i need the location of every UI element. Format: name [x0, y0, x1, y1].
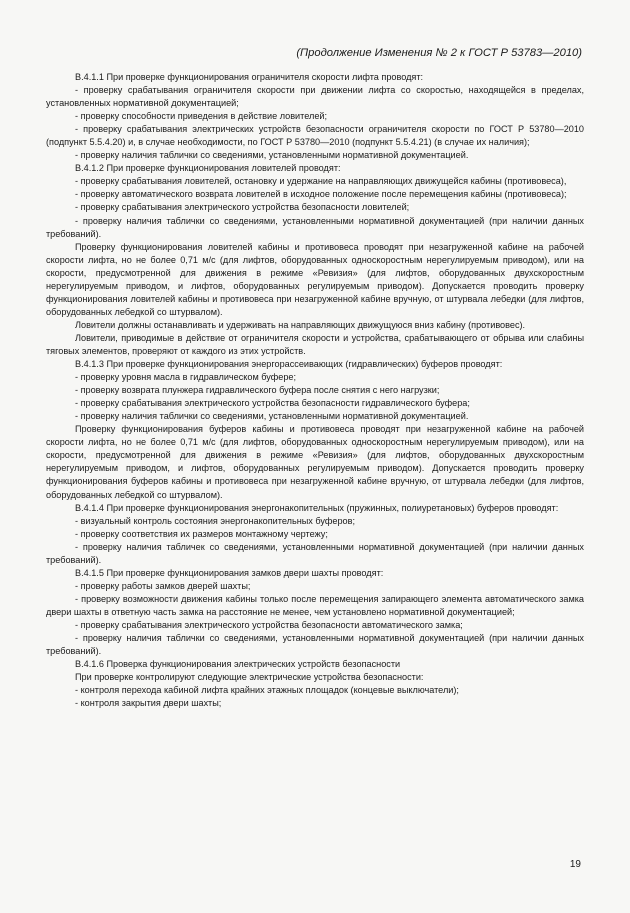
list-item: - проверку автоматического возврата ловителей в исходное положение после перемещения кабины (противовеса);: [75, 189, 567, 200]
list-item: - проверку срабатывания ловителей, остановку и удержание на направляющих движущейся кабины (противовеса),: [75, 176, 567, 187]
list-item: - проверку срабатывания ограничителя скорости при движении лифта со скоростью, находящейся в пределах, установленных нормативной документацией;: [46, 85, 584, 109]
list-item: - проверку возможности движения кабины только после перемещения запирающего элемента автоматического замка двери шахты в ответную часть замка на расстояние не менее, чем установлено нормативной документацией;: [46, 593, 584, 617]
paragraph: В.4.1.4 При проверке функционирования энергонакопительных (пружинных, полиуретановых) буферов проводят:: [75, 502, 559, 513]
list-item: - проверку срабатывания электрического устройства безопасности гидравлического буфера;: [75, 398, 470, 409]
list-item: - проверку способности приведения в действие ловителей;: [75, 111, 328, 122]
list-item: - проверку уровня масла в гидравлическом буфере;: [75, 372, 297, 383]
list-item: - проверку срабатывания электрического устройства безопасности автоматического замка;: [75, 619, 463, 630]
list-item: - проверку соответствия их размеров монтажному чертежу;: [75, 528, 328, 539]
list-item: - проверку наличия табличек со сведениями, установленными нормативной документацией (при наличии данных требований).: [46, 541, 584, 565]
list-item: - контроля закрытия двери шахты;: [75, 698, 222, 709]
document-body: [46, 71, 584, 710]
paragraph: Проверку функционирования ловителей кабины и противовеса проводят при незагруженной кабине на рабочей скорости лифта, но не более 0,71 м/с (для лифтов, оборудованных односкоростным нерегулируемым приводом), или на скорости, предусмотренной для движения в режиме «Ревизия» (для лифтов, оборудованных двухскоростным нерегулируемым приводом, и лифтов, оборудованных регулируемым приводом). Допускается проводить проверку функционирования ловителей кабины и противовеса при незагруженной кабине вручную, от штурвала лебедки (для лифтов, оборудованных лебедкой со штурвалом).: [46, 241, 584, 317]
list-item: - проверку работы замков дверей шахты;: [75, 580, 251, 591]
paragraph: При проверке контролируют следующие электрические устройства безопасности:: [75, 672, 424, 683]
paragraph: Проверку функционирования буферов кабины и противовеса проводят при незагруженной кабине на рабочей скорости лифта, но не более 0,71 м/с (для лифтов, оборудованных односкоростным нерегулируемым приводом), или на скорости, предусмотренной для движения в режиме «Ревизия» (для лифтов, оборудованных двухскоростным нерегулируемым приводом, и лифтов, оборудованных регулируемым приводом). Допускается проводить проверку функционирования буферов кабины и противовеса при незагруженной кабине вручную, от штурвала лебедки (для лифтов, оборудованных лебедкой со штурвалом).: [46, 424, 584, 500]
list-item: - проверку срабатывания электрического устройства безопасности ловителей;: [75, 202, 410, 213]
paragraph: Ловители должны останавливать и удерживать на направляющих движущуюся вниз кабину (противовес).: [75, 319, 526, 330]
list-item: - контроля перехода кабиной лифта крайних этажных площадок (концевые выключатели);: [75, 685, 459, 696]
list-item: - проверку наличия таблички со сведениями, установленными нормативной документацией (при наличии данных требований).: [46, 633, 584, 657]
paragraph: В.4.1.3 При проверке функционирования энергорассеивающих (гидравлических) буферов проводят:: [75, 359, 503, 370]
paragraph: В.4.1.2 При проверке функционирования ловителей проводят:: [75, 163, 341, 174]
page-header: (Продолжение Изменения № 2 к ГОСТ Р 53783—2010): [296, 47, 582, 59]
paragraph: Ловители, приводимые в действие от ограничителя скорости и устройства, срабатывающего от обрыва или слабины тяговых элементов, проверяют от каждого из этих устройств.: [46, 332, 584, 356]
list-item: - визуальный контроль состояния энергонакопительных буферов;: [75, 515, 355, 526]
paragraph: В.4.1.5 При проверке функционирования замков двери шахты проводят:: [75, 567, 384, 578]
list-item: - проверку наличия таблички со сведениями, установленными нормативной документацией.: [75, 150, 469, 161]
page-number: 19: [569, 859, 581, 870]
list-item: - проверку наличия таблички со сведениями, установленными нормативной документацией (при наличии данных требований).: [46, 215, 584, 239]
list-item: - проверку наличия таблички со сведениями, установленными нормативной документацией.: [75, 411, 469, 422]
paragraph: В.4.1.6 Проверка функционирования электрических устройств безопасности: [75, 659, 401, 670]
paragraph: В.4.1.1 При проверке функционирования ограничителя скорости лифта проводят:: [75, 72, 424, 82]
list-item: - проверку срабатывания электрических устройств безопасности ограничителя скорости по ГОСТ Р 53780—2010 (подпункт 5.5.4.20) и, в случае необходимости, по ГОСТ Р 53780—2010 (подпункт 5.5.4.21) (в случае их наличия);: [46, 124, 584, 148]
list-item: - проверку возврата плунжера гидравлического буфера после снятия с него нагрузки;: [75, 385, 440, 396]
